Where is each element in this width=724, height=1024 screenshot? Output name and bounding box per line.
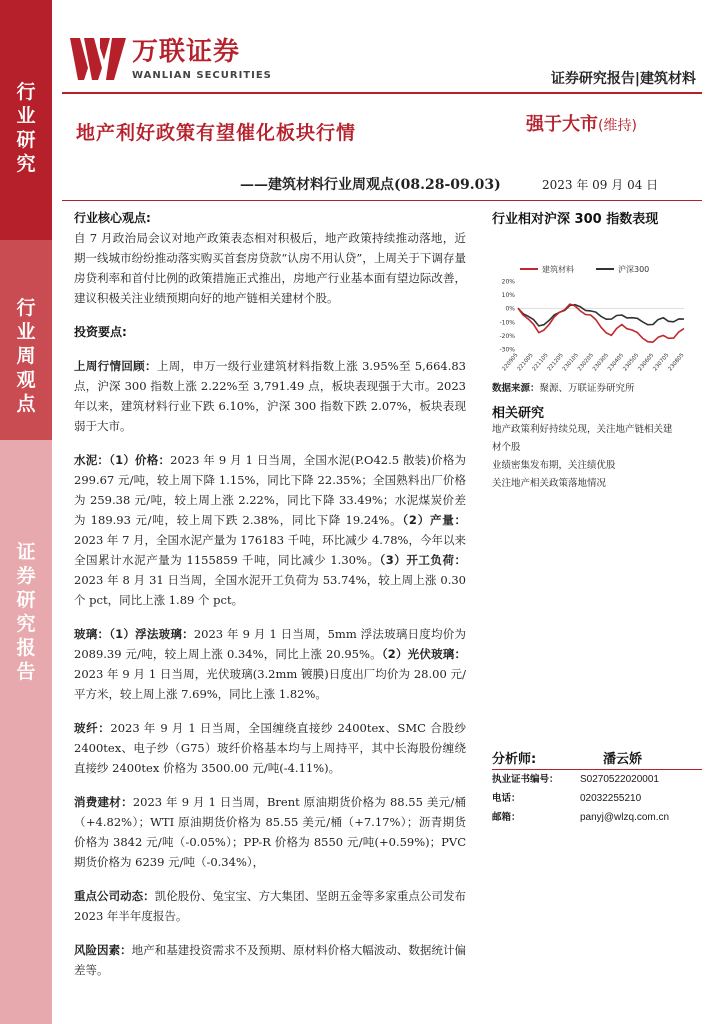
x-tick-label: 230505	[622, 352, 641, 373]
sidebar-industry-research	[0, 0, 52, 240]
y-tick-label: -10%	[499, 319, 515, 327]
sidebar-char: 券	[16, 565, 36, 587]
glass-label: 玻璃：	[74, 627, 110, 641]
consumer-text: 2023 年 9 月 1 日当周，Brent 原油期货价格为 88.55 美元/桶（+4.82%）；WTI 原油期货价格为 85.55 美元/桶（+7.17%）；沥青期货价格为 3842 元/吨（-0.05%）；PP-R 价格为 8550 元/吨(+0.59%)；PVC 期货价格为 6239 元/吨（-0.34%），	[74, 795, 466, 869]
x-tick-label: 221205	[546, 352, 565, 373]
cement-p2: 2023 年 7 月，全国水泥产量为 176183 千吨，环比减少 4.78%，今年以来全国累计水泥产量为 1155859 千吨，同比减少 1.30%。	[74, 533, 466, 567]
sidebar-char: 行	[16, 297, 36, 319]
sidebar-char: 告	[16, 661, 36, 683]
points-heading: 投资要点:	[74, 325, 127, 339]
company-label: 重点公司动态：	[74, 889, 155, 903]
related-item[interactable]: 关注地产相关政策落地情况	[492, 478, 607, 489]
sidebar-char: 行	[16, 81, 36, 103]
risk-label: 风险因素：	[74, 943, 132, 957]
cement-section	[74, 450, 466, 610]
cement-p3-label: （3）开工负荷：	[379, 553, 466, 567]
related-item[interactable]: 材个股	[492, 442, 521, 453]
market-text: 上周，申万一级行业建筑材料指数上涨 3.95%至 5,664.83 点，沪深 300 指数上涨 2.22%至 3,791.49 点，板块表现强于大市。2023 年以来，建筑材料行业下跌 6.10%，沪深 300 指数下跌 2.07%，板块表现弱于大市。	[74, 359, 466, 433]
x-tick-label: 230205	[576, 352, 595, 373]
sidebar-char: 究	[16, 613, 36, 635]
wanlian-logo-icon	[70, 38, 126, 80]
x-tick-label: 230405	[607, 352, 626, 373]
cement-label: 水泥：	[74, 453, 110, 467]
core-text: 自 7 月政治局会议对地产政策表态相对积极后，地产政策持续推动落地，近期一线城市纷纷推动落实购买首套房贷款“认房不用认贷”，上周关于下调存量房贷利率和首付比例的政策措施正式推出，房地产行业基本面有望边际改善，建议积极关注业绩预期向好的地产链相关建材个股。	[74, 231, 466, 305]
sidebar-char: 周	[16, 345, 36, 367]
related-research	[492, 402, 704, 493]
source-text: 聚源、万联证券研究所	[539, 383, 635, 394]
analyst-name: 潘云娇	[602, 752, 642, 767]
logo-english-name: WANLIAN SECURITIES	[132, 70, 272, 81]
company-logo	[70, 38, 272, 81]
company-text: 凯伦股份、兔宝宝、方大集团、坚朗五金等多家重点公司发布 2023 年半年度报告。	[74, 889, 467, 923]
analyst-key: 电话：	[492, 793, 521, 804]
analyst-row-license	[492, 770, 702, 789]
rating	[526, 110, 637, 136]
sidebar-weekly-view	[0, 240, 52, 440]
cement-p1: 2023 年 9 月 1 日当周，全国水泥(P.O42.5 散装)价格为 299.67 元/吨，较上周下降 1.15%，同比下降 22.35%；全国熟料出厂价格为 259.38 元/吨，较上周上涨 2.22%，同比下降 33.49%；水泥煤炭价差为 189.93 元/吨，较上周下跌 2.38%，同比下降 19.24%。	[74, 453, 467, 527]
page-title: 地产利好政策有望催化板块行情	[76, 122, 357, 144]
glass-p1: 2023 年 9 月 1 日当周，5mm 浮法玻璃日度均价为 2089.39 元/吨，较上周上涨 0.34%，同比上涨 20.95%。	[74, 627, 466, 661]
x-tick-label: 230805	[667, 352, 686, 373]
related-item[interactable]: 地产政策利好持续兑现，关注地产链相关建	[492, 424, 673, 435]
sidebar-char: 业	[16, 105, 36, 127]
legend-label: 沪深300	[618, 265, 650, 274]
analyst-label: 分析师:	[492, 752, 537, 767]
source-label: 数据来源：	[492, 383, 540, 394]
consumer-section	[74, 792, 466, 872]
related-item[interactable]: 业绩密集发布期，关注绩优股	[492, 460, 616, 471]
sidebar-char: 研	[16, 589, 36, 611]
related-heading: 相关研究	[492, 406, 545, 421]
x-tick-label: 221105	[531, 352, 550, 373]
x-tick-label: 230705	[652, 352, 671, 373]
performance-chart	[492, 231, 692, 376]
x-tick-label: 230105	[561, 352, 580, 373]
analyst-header	[492, 748, 702, 770]
x-tick-label: 230305	[591, 352, 611, 373]
sidebar-char: 证	[16, 541, 36, 563]
data-source	[492, 380, 704, 394]
report-date: 2023 年 09 月 04 日	[542, 178, 659, 192]
company-section	[74, 886, 466, 926]
rating-sub: (维持)	[598, 118, 637, 134]
rating-value: 强于大市	[526, 114, 598, 135]
y-tick-label: -30%	[499, 346, 515, 354]
performance-chart-svg	[492, 231, 692, 376]
analyst-value: 02032255210	[580, 793, 642, 804]
report-type: 证券研究报告|建筑材料	[550, 71, 696, 87]
glass-p2: 2023 年 9 月 1 日当周，光伏玻璃(3.2mm 镀膜)日度出厂均价为 28.00 元/平方米，较上周上涨 7.69%，同比上涨 1.82%。	[74, 667, 466, 701]
left-sidebar	[0, 0, 52, 1024]
sidebar-char: 报	[16, 637, 36, 659]
analyst-info	[492, 748, 702, 827]
fiber-text: 2023 年 9 月 1 日当周，全国缠绕直接纱 2400tex、SMC 合股纱 2400tex、电子纱（G75）玻纤价格基本均与上周持平，其中长海股份缠绕直接纱 2400tex 价格为 3500.00 元/吨(-4.11%)。	[74, 721, 466, 775]
cement-p3: 2023 年 8 月 31 日当周，全国水泥开工负荷为 53.74%，较上周上涨 0.30 个 pct，同比上涨 1.89 个 pct。	[74, 573, 466, 607]
main-column	[74, 208, 466, 980]
analyst-key: 执业证书编号：	[492, 774, 559, 785]
glass-section	[74, 624, 466, 704]
header-divider	[62, 92, 702, 94]
consumer-label: 消费建材：	[74, 795, 133, 809]
market-label: 上周行情回顾：	[74, 359, 157, 373]
x-tick-label: 220905	[501, 352, 520, 373]
page-subtitle: ——建筑材料行业周观点(08.28-09.03)	[240, 177, 501, 193]
y-tick-label: 0%	[505, 305, 515, 313]
glass-p2-label: （2）光伏玻璃：	[381, 647, 466, 661]
sidebar-char: 观	[16, 369, 36, 391]
right-column	[492, 208, 704, 493]
sidebar-char: 业	[16, 321, 36, 343]
cement-p2-label: （2）产量：	[402, 513, 466, 527]
fiber-label: 玻纤：	[74, 721, 111, 735]
x-tick-label: 221005	[516, 352, 535, 373]
market-review	[74, 356, 466, 436]
subtitle-divider	[62, 200, 702, 201]
chart-heading: 行业相对沪深 300 指数表现	[492, 212, 659, 227]
risk-text: 地产和基建投资需求不及预期、原材料价格大幅波动、数据统计偏差等。	[74, 943, 467, 977]
fiber-section	[74, 718, 466, 778]
analyst-value: S0270522020001	[580, 774, 659, 785]
sidebar-char: 研	[16, 129, 36, 151]
series-line	[518, 305, 684, 326]
logo-chinese-name: 万联证券	[132, 37, 241, 67]
sidebar-char: 点	[16, 393, 36, 415]
analyst-row-email	[492, 808, 702, 827]
analyst-value[interactable]: panyj@wlzq.com.cn	[580, 812, 670, 823]
cement-p1-label: （1）价格：	[109, 453, 171, 467]
y-tick-label: -20%	[499, 332, 515, 340]
analyst-key: 邮箱：	[492, 812, 521, 823]
core-heading: 行业核心观点:	[74, 211, 151, 225]
sidebar-securities-report	[0, 440, 52, 1024]
analyst-row-phone	[492, 789, 702, 808]
glass-p1-label: （1）浮法玻璃：	[109, 627, 194, 641]
risk-section	[74, 940, 466, 980]
legend-label: 建筑材料	[542, 265, 574, 274]
series-line	[518, 304, 684, 342]
y-tick-label: 20%	[501, 278, 515, 286]
x-tick-label: 230605	[637, 352, 656, 373]
sidebar-char: 究	[16, 153, 36, 175]
y-tick-label: 10%	[501, 292, 515, 300]
